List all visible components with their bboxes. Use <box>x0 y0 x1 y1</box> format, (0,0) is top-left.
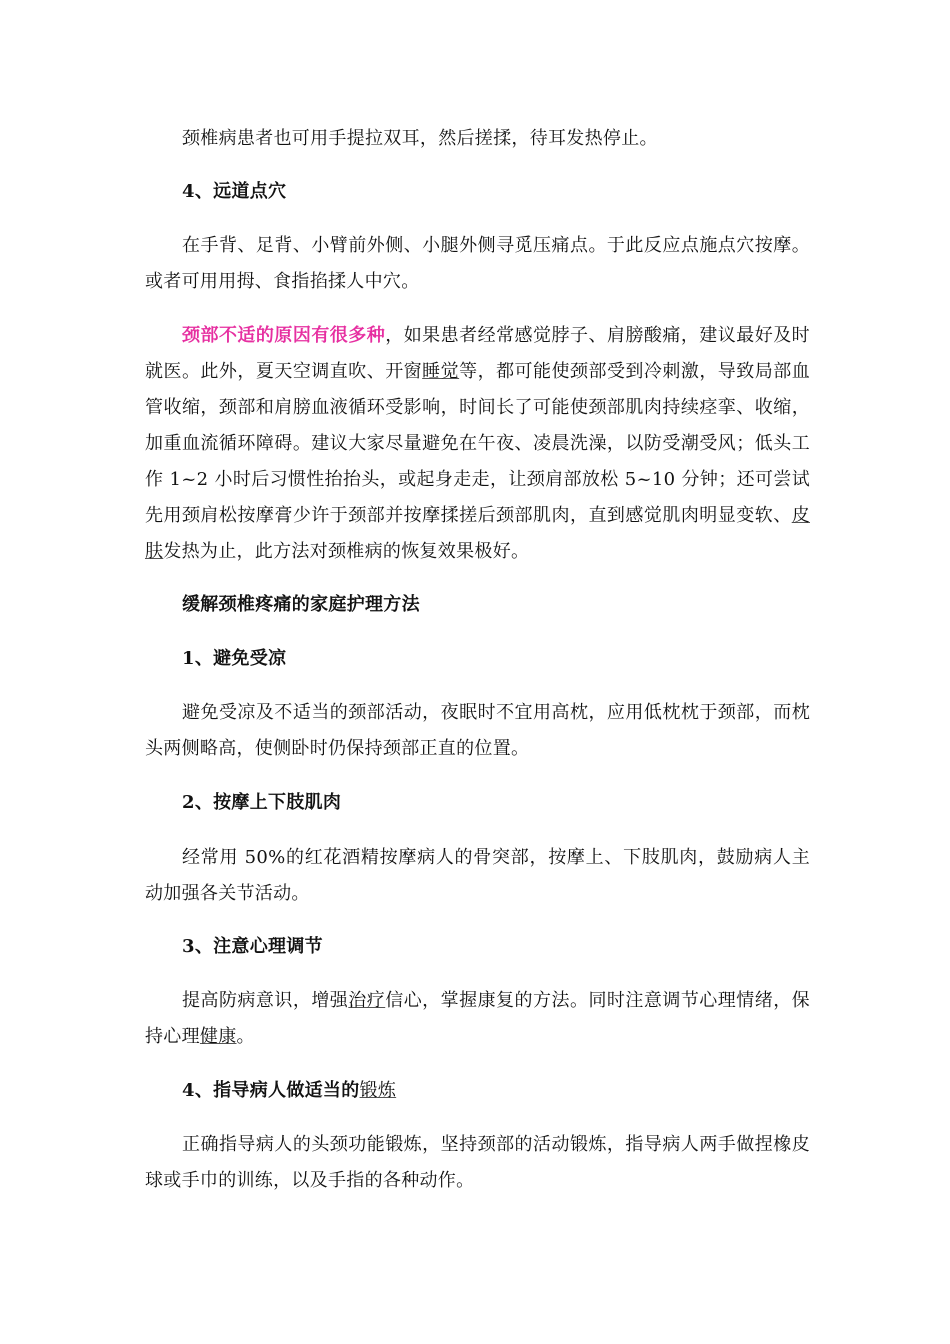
mind-text-2: 信心，掌握康复的方法。同时注意调节心理情绪，保持心理 <box>145 990 810 1047</box>
heading-distant-acupoint: 4、远道点穴 <box>182 181 287 202</box>
causes-text-2: 等，都可能使颈部受到冷刺激，导致局部血管收缩，颈部和肩膀血液循环受影响，时间长了可能使颈部肌肉持续痉挛、收缩，加重血流循环障碍。建议大家尽量避免在午夜、凌晨洗澡，以防受潮受风；低头工作 1~2 小时后习惯性抬抬头，或起身走走，让颈肩部放松 5~10 分钟；还可尝试先用颈肩松按摩膏少许于颈部并按摩揉搓后颈部肌肉，直到感觉肌肉明显变软、 <box>145 361 811 526</box>
paragraph-massage-limbs: 经常用 50%的红花酒精按摩病人的骨突部，按摩上、下肢肌肉，鼓励病人主动加强各关节活动。 <box>145 847 810 904</box>
paragraph-neck-discomfort-causes <box>145 318 810 570</box>
link-health[interactable]: 健康 <box>199 1026 237 1047</box>
heading-mental-adjustment: 3、注意心理调节 <box>182 936 323 957</box>
paragraph-exercise: 正确指导病人的头颈功能锻炼，坚持颈部的活动锻炼，指导病人两手做捏橡皮球或手巾的训练，以及手指的各种动作。 <box>145 1134 810 1191</box>
mind-text-3: 。 <box>236 1026 255 1047</box>
heading-massage-limbs: 2、按摩上下肢肌肉 <box>182 792 342 813</box>
paragraph-ear-rubbing: 颈椎病患者也可用手提拉双耳，然后搓揉，待耳发热停止。 <box>182 128 658 149</box>
exercise-heading-text: 4、指导病人做适当的 <box>182 1080 360 1101</box>
paragraph-acupoint: 在手背、足背、小臂前外侧、小腿外侧寻觅压痛点。于此反应点施点穴按摩。或者可用用拇、食指掐揉人中穴。 <box>145 235 810 292</box>
heading-exercise <box>182 1073 396 1109</box>
paragraph-avoid-cold: 避免受凉及不适当的颈部活动，夜眠时不宜用高枕，应用低枕枕于颈部，而枕头两侧略高，使侧卧时仍保持颈部正直的位置。 <box>145 702 810 759</box>
highlighted-phrase: 颈部不适的原因有很多种 <box>182 325 386 346</box>
causes-text-3: 发热为止，此方法对颈椎病的恢复效果极好。 <box>163 541 530 562</box>
link-sleep[interactable]: 睡觉 <box>422 361 460 382</box>
paragraph-mental-adjustment <box>145 983 810 1055</box>
causes-text-1: ，如果患者经常感觉脖子、肩膀酸痛，建议最好及时就医。此外，夏天空调直吹、开窗 <box>145 325 810 382</box>
link-treatment[interactable]: 治疗 <box>348 990 386 1011</box>
heading-home-care: 缓解颈椎疼痛的家庭护理方法 <box>182 594 420 615</box>
mind-text-1: 提高防病意识，增强 <box>182 990 349 1011</box>
link-exercise[interactable]: 锻炼 <box>359 1080 397 1101</box>
heading-avoid-cold: 1、避免受凉 <box>182 648 287 669</box>
link-skin[interactable]: 皮肤 <box>145 505 810 562</box>
